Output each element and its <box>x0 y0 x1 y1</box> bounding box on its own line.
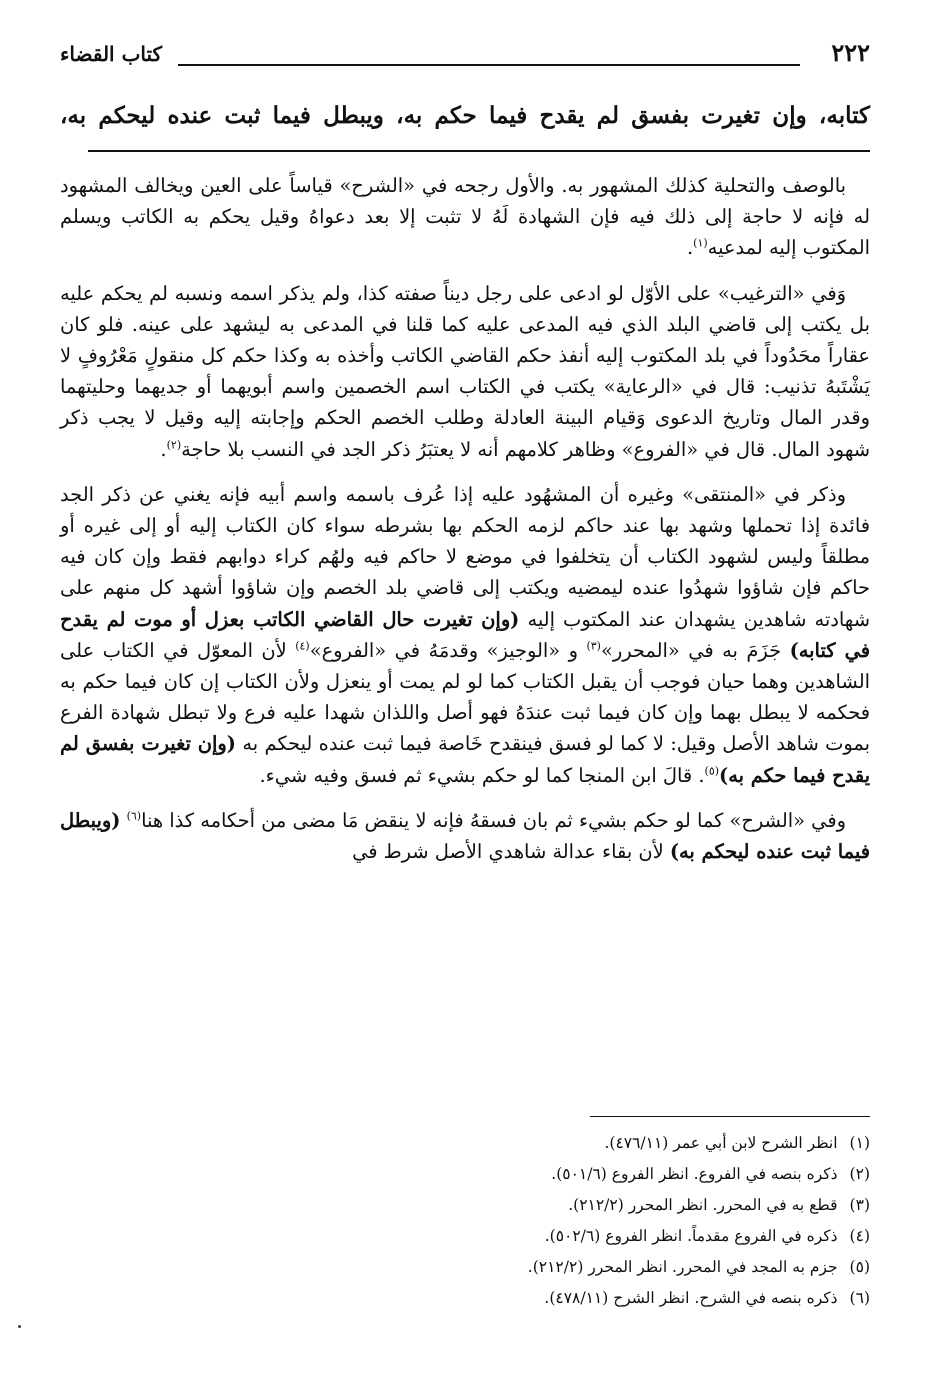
paragraph-text: وذكر في «المنتقى» وغيره أن المشهُود عليه إذا عُرف باسمه واسم أبيه فإنه يغني عن ذكر الجد فائدة إذا تحملها وشهد بها عند حاكم لزمه الحكم بها بشرطه سواء كان الكتاب إليه أو إلى غيره أو مطلقاً وليس لشهود الكتاب أن يتخلفوا في موضع لا حاكم فيه ولهُم كراء دوابهم فقط وإن كان فيه حاكم فإن شاؤوا شهدُوا عنده ليمضيه ويكتب إلى قاضي بلد الخصم وإن شاؤوا أشهد كل منهم على شهادته شاهدين يشهدان عند المكتوب إليه <box>60 482 870 631</box>
footnote <box>300 1283 870 1314</box>
paragraph-text: . <box>686 236 694 260</box>
book-title: كتاب القضاء <box>60 42 163 66</box>
footnote-ref: (٦) <box>126 809 142 823</box>
commentary <box>60 170 870 881</box>
paragraph <box>60 170 870 264</box>
matn-text: كتابه، وإن تغيرت بفسق لم يقدح فيما حكم به، ويبطل فيما ثبت عنده ليحكم به، <box>60 102 870 129</box>
footnote-text: ذكره بنصه في الشرح. انظر الشرح (٤٧٨/١١). <box>544 1289 838 1307</box>
paragraph-text: . قالَ ابن المنجا كما لو حكم بشيء ثم فسق وفيه شيء. <box>259 763 705 787</box>
paragraph-text: و «الوجيز» وقدمَهُ في «الفروع» <box>309 638 587 662</box>
footnote-text: ذكره في الفروع مقدماً. انظر الفروع (٥٠٢/٦). <box>544 1227 838 1245</box>
matn-quote: (ويبطل فيما ثبت عنده ليحكم به) <box>60 808 870 864</box>
header-rule <box>178 64 800 66</box>
footnote-text: ذكره بنصه في الفروع. انظر الفروع (٥٠١/٦). <box>551 1165 838 1183</box>
paragraph-text: وَفي «الترغيب» على الأوّل لو ادعى على رجل ديناً صفته كذا، ولم يذكر اسمه ونسبه لم يحكم عليه بل يكتب إلى قاضي البلد الذي فيه المدعى عليه كما قلنا في المدعى به ليشهد على عينه. فلو كان عقاراً محَدُوداً في بلد المكتوب إليه أنفذ حكم القاضي الكاتب وأخذه به وكذا حكم كل منقولٍ مَعْرُوفٍ لا يَشْتَبهُ تذنيب: قال في «الرعاية» يكتب في الكتاب اسم الخصمين واسم أبويهما أو جديهما وحليتهما وقدر المال وتاريخ الدعوى وَقيام البينة العادلة وطلب الخصم الحكم وإجابته إليه وقيل لا يجب ذكر شهود المال. قال في «الفروع» وظاهر كلامهم أنه لا يعتبَرُ ذكر الجد في النسب بلا حاجة <box>60 281 870 461</box>
footnote <box>300 1190 870 1221</box>
matn-quote: (وإن تغيرت حال القاضي الكاتب بعزل أو موت لم يقدح في كتابه) <box>60 607 871 662</box>
footnote-ref: (١) <box>693 236 708 250</box>
footnote-rule <box>590 1116 870 1117</box>
matn-rule <box>88 150 870 152</box>
paragraph-text: . <box>160 437 167 461</box>
matn-quote: (وإن تغيرت بفسق لم يقدح فيما حكم به) <box>60 732 870 787</box>
footnote-number: (١) <box>849 1134 870 1152</box>
footnote-text: انظر الشرح لابن أبي عمر (٤٧٦/١١). <box>604 1134 838 1152</box>
footnote-ref: (٢) <box>166 438 182 452</box>
footnote-ref: (٣) <box>586 639 601 653</box>
footnote-number: (٤) <box>849 1227 870 1245</box>
footnote <box>300 1252 870 1283</box>
paragraph-text: وفي «الشرح» كما لو حكم بشيء ثم بان فسقهُ فإنه لا ينقض مَا مضى من أحكامه كذا هنا <box>141 808 846 832</box>
paragraph-text: جَزَمَ به في «المحرر» <box>600 638 790 662</box>
footnote-number: (٥) <box>849 1258 870 1276</box>
footnote-text: جزم به المجد في المحرر. انظر المحرر (٢١٢/٢). <box>527 1258 838 1276</box>
page-number: ٢٢٢ <box>831 38 870 67</box>
footnote <box>300 1221 870 1252</box>
stray-dot <box>18 1325 21 1328</box>
footnote-text: قطع به في المحرر. انظر المحرر (٢١٢/٢). <box>568 1196 838 1214</box>
paragraph <box>60 479 870 791</box>
footnotes <box>300 1128 870 1314</box>
footnote <box>300 1128 870 1159</box>
footnote-ref: (٥) <box>704 764 720 778</box>
paragraph <box>60 805 870 867</box>
footnote-ref: (٤) <box>295 639 310 653</box>
footnote-number: (٢) <box>849 1165 870 1183</box>
footnote <box>300 1159 870 1190</box>
running-head <box>60 38 870 70</box>
footnote-number: (٦) <box>849 1289 870 1307</box>
paragraph-text: لأن بقاء عدالة شاهدي الأصل شرط في <box>352 840 670 864</box>
paragraph-text: بالوصف والتحلية كذلك المشهور به. والأول رجحه في «الشرح» قياساً على العين ويخالف المشهود له فإنه لا حاجة إلى ذلك فيه فإن الشهادة لَهُ لا تثبت إلا بعد دعواهُ وقيل يحكم به الكاتب ويسلم المكتوب إليه لمدعيه <box>60 174 870 260</box>
paragraph <box>60 278 870 465</box>
footnote-number: (٣) <box>849 1196 870 1214</box>
paragraph-text: لأن المعوّل في الكتاب على الشاهدين وهما حيان فوجب أن يقبل الكتاب كما لو لم يمت أو ينعزل ولأن الكتاب إن كان فيما حكم به فحكمه لا يبطل بهما وإن كان فيما ثبت عندَهُ فهو أصل واللذان شهدا عليه فرع ولا تبطل شهادة الفرع بموت شاهد الأصل وقيل: لا كما لو فسق فينقدح خَاصة فيما ثبت عنده ليحكم به <box>60 638 871 756</box>
